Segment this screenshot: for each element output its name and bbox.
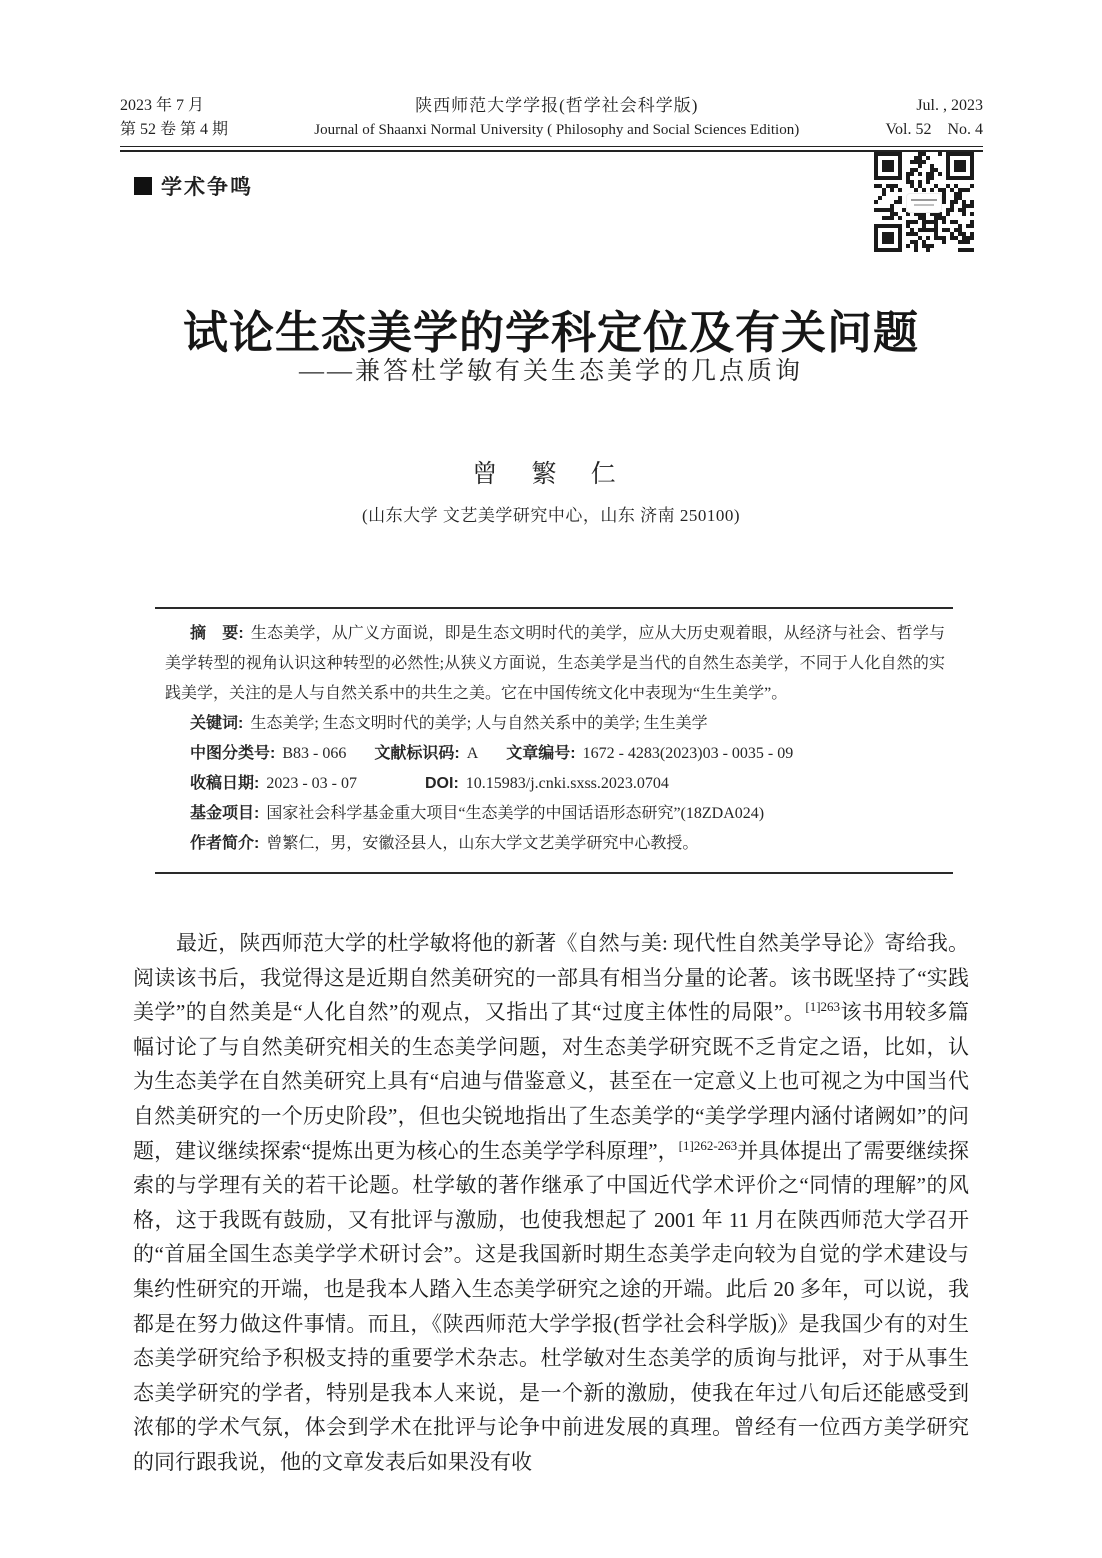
article-meta-block	[155, 607, 953, 874]
fund-text: 国家社会科学基金重大项目“生态美学的中国话语形态研究”(18ZDA024)	[266, 805, 765, 822]
received-date	[190, 769, 425, 799]
section-label	[134, 171, 253, 201]
keywords-text: 生态美学; 生态文明时代的美学; 人与自然关系中的美学; 生生美学	[250, 715, 708, 732]
qr-code	[874, 152, 974, 252]
header-issue-cn: 第 52 卷 第 4 期	[120, 121, 229, 138]
header-date-en: Jul. , 2023	[916, 97, 983, 114]
doi	[425, 775, 669, 792]
journal-header	[120, 94, 983, 142]
received-value: 2023 - 03 - 07	[266, 775, 357, 792]
body-text-1: 最近，陕西师范大学的杜学敏将他的新著《自然与美: 现代性自然美学导论》寄给我。阅读该书后，我觉得这是近期自然美研究的一部具有相当分量的论著。该书既坚持了“实践美学”的自然美是“人化自然”的观点，又指出了其“过度主体性的局限”。	[133, 931, 969, 1025]
doc-code-value: A	[466, 745, 479, 762]
header-issue-en: Vol. 52 No. 4	[885, 121, 983, 138]
citation-ref-2: [1]262-263	[678, 1137, 738, 1153]
body-paragraph	[133, 926, 969, 1480]
bio-label: 作者简介:	[190, 835, 260, 852]
article-subtitle: ——兼答杜学敏有关生态美学的几点质询	[298, 358, 803, 385]
clc-value: B83 - 066	[282, 745, 347, 762]
abstract-label: 摘 要:	[190, 625, 244, 642]
keywords	[165, 709, 945, 739]
doi-label: DOI:	[425, 775, 459, 792]
bio-text: 曾繁仁，男，安徽泾县人，山东大学文艺美学研究中心教授。	[266, 835, 699, 852]
header-right	[886, 94, 984, 142]
citation-ref-1: [1]263	[805, 999, 841, 1015]
author-bio	[165, 829, 945, 859]
body-text-2: 该书用较多篇幅讨论了与自然美研究相关的生态美学问题，对生态美学研究既不乏肯定之语，比如，认为生态美学在自然美研究上具有“启迪与借鉴意义，甚至在一定意义上也可视之为中国当代自然美研究的一个历史阶段”，但也尖锐地指出了生态美学的“美学学理内涵付诸阙如”的问题，建议继续探索“提炼出更为核心的生态美学学科原理”，	[133, 1000, 970, 1163]
doc-code-label: 文献标识码:	[374, 745, 460, 762]
fund-label: 基金项目:	[190, 805, 260, 822]
qr-center-label	[907, 194, 941, 212]
author-name: 曾 繁 仁	[472, 461, 630, 488]
received-doi-line	[165, 769, 945, 799]
journal-title-en: Journal of Shaanxi Normal University ( Philosophy and Social Sciences Edition)	[314, 122, 800, 138]
article-body	[133, 926, 969, 1480]
classification-line	[165, 739, 945, 769]
abstract	[165, 619, 945, 709]
header-center	[228, 94, 885, 142]
article-id-value: 1672 - 4283(2023)03 - 0035 - 09	[582, 745, 794, 762]
section-label-text: 学术争鸣	[161, 176, 253, 199]
header-left	[120, 94, 228, 142]
keywords-label: 关键词:	[190, 715, 244, 732]
journal-title-cn: 陕西师范大学学报(哲学社会科学版)	[415, 96, 699, 115]
section-square-icon	[134, 177, 152, 195]
article-title: 试论生态美学的学科定位及有关问题	[182, 307, 919, 359]
body-text-3: 并具体提出了需要继续探索的与学理有关的若干论题。杜学敏的著作继承了中国近代学术评价之“同情的理解”的风格，这于我既有鼓励，又有批评与激励，也使我想起了 2001 年 11 月在陕西师范大学召开的“首届全国生态美学学术研讨会”。这是我国新时期生态美学走向较为自觉的学术建设与集约性研究的开端，也是我本人踏入生态美学研究之途的开端。此后 20 多年，可以说，我都是在努力做这件事情。而且，《陕西师范大学学报(哲学社会科学版)》是我国少有的对生态美学研究给予积极支持的重要学术杂志。杜学敏对生态美学的质询与批评，对于从事生态美学研究的学者，特别是我本人来说，是一个新的激励，使我在年过八旬后还能感受到浓郁的学术气氛，体会到学术在批评与论争中前进发展的真理。曾经有一位西方美学研究的同行跟我说，他的文章发表后如果没有收	[133, 1138, 969, 1474]
article-id-label: 文章编号:	[506, 745, 576, 762]
header-date-cn: 2023 年 7 月	[120, 97, 205, 114]
abstract-text: 生态美学，从广义方面说，即是生态文明时代的美学，应从大历史观着眼，从经济与社会、哲学与美学转型的视角认识这种转型的必然性;从狭义方面说，生态美学是当代的自然生态美学，不同于人化自然的实践美学，关注的是人与自然关系中的共生之美。它在中国传统文化中表现为“生生美学”。	[165, 625, 945, 702]
fund-project	[165, 799, 945, 829]
doi-value: 10.15983/j.cnki.sxss.2023.0704	[465, 775, 669, 792]
header-divider	[120, 146, 983, 152]
received-label: 收稿日期:	[190, 775, 260, 792]
author-affiliation: (山东大学 文艺美学研究中心，山东 济南 250100)	[361, 506, 741, 525]
clc-label: 中图分类号:	[190, 745, 276, 762]
